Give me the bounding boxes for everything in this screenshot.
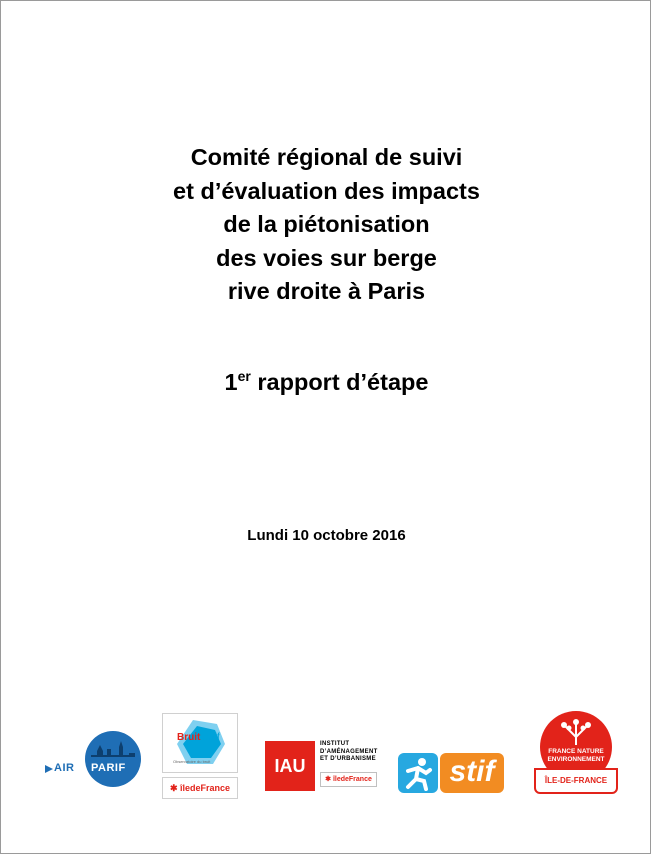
bruitparif-top	[162, 713, 238, 773]
iau-idf-badge: ✱ îledeFrance	[320, 772, 377, 787]
arrow-icon	[45, 765, 53, 773]
subtitle-number: 1	[224, 369, 238, 395]
iau-logo	[265, 739, 380, 791]
title-line-2: et d’évaluation des impacts	[173, 177, 480, 204]
walking-person-icon	[398, 753, 438, 793]
bruitparif-word	[177, 732, 220, 743]
bruitparif-red: Bruit	[177, 732, 201, 743]
report-date: Lundi 10 octobre 2016	[247, 527, 406, 544]
fne-logo	[534, 711, 618, 793]
airparif-left-text: AIR	[54, 762, 75, 774]
bruitparif-idf-badge: ✱ îledeFrance	[162, 777, 238, 799]
airparif-right-text: PARIF	[91, 762, 126, 774]
bruitparif-blue: parif	[200, 732, 220, 743]
title-line-1: Comité régional de suivi	[190, 144, 463, 170]
subtitle-text: rapport d’étape	[250, 369, 429, 395]
fne-band: ÎLE-DE-FRANCE	[534, 768, 618, 794]
stif-logo	[398, 753, 506, 793]
city-skyline-icon	[85, 731, 141, 787]
bruitparif-caption: Observatoire du bruit	[173, 759, 211, 764]
report-subtitle	[1, 368, 651, 396]
airparif-circle	[85, 731, 141, 787]
stif-pictogram	[398, 753, 438, 793]
title-line-4: des voies sur berge	[216, 244, 437, 271]
fne-line-2: ENVIRONNEMENT	[547, 756, 605, 763]
iau-text-line-2: D’AMÉNAGEMENT	[320, 748, 378, 755]
iau-text	[320, 741, 378, 764]
stif-word: stif	[440, 753, 504, 793]
bruitparif-logo	[162, 713, 238, 798]
fne-line-1: FRANCE NATURE	[548, 748, 604, 755]
document-title	[1, 141, 651, 309]
subtitle-superscript: er	[237, 368, 251, 384]
fne-text	[540, 748, 612, 764]
iau-text-line-3: ET D’URBANISME	[320, 756, 376, 762]
title-line-5: rive droite à Paris	[227, 278, 426, 304]
airparif-logo	[45, 729, 145, 785]
title-line-3: de la piétonisation	[223, 211, 430, 237]
iau-text-line-1: INSTITUT	[320, 741, 350, 747]
iau-mark: IAU	[265, 741, 315, 791]
